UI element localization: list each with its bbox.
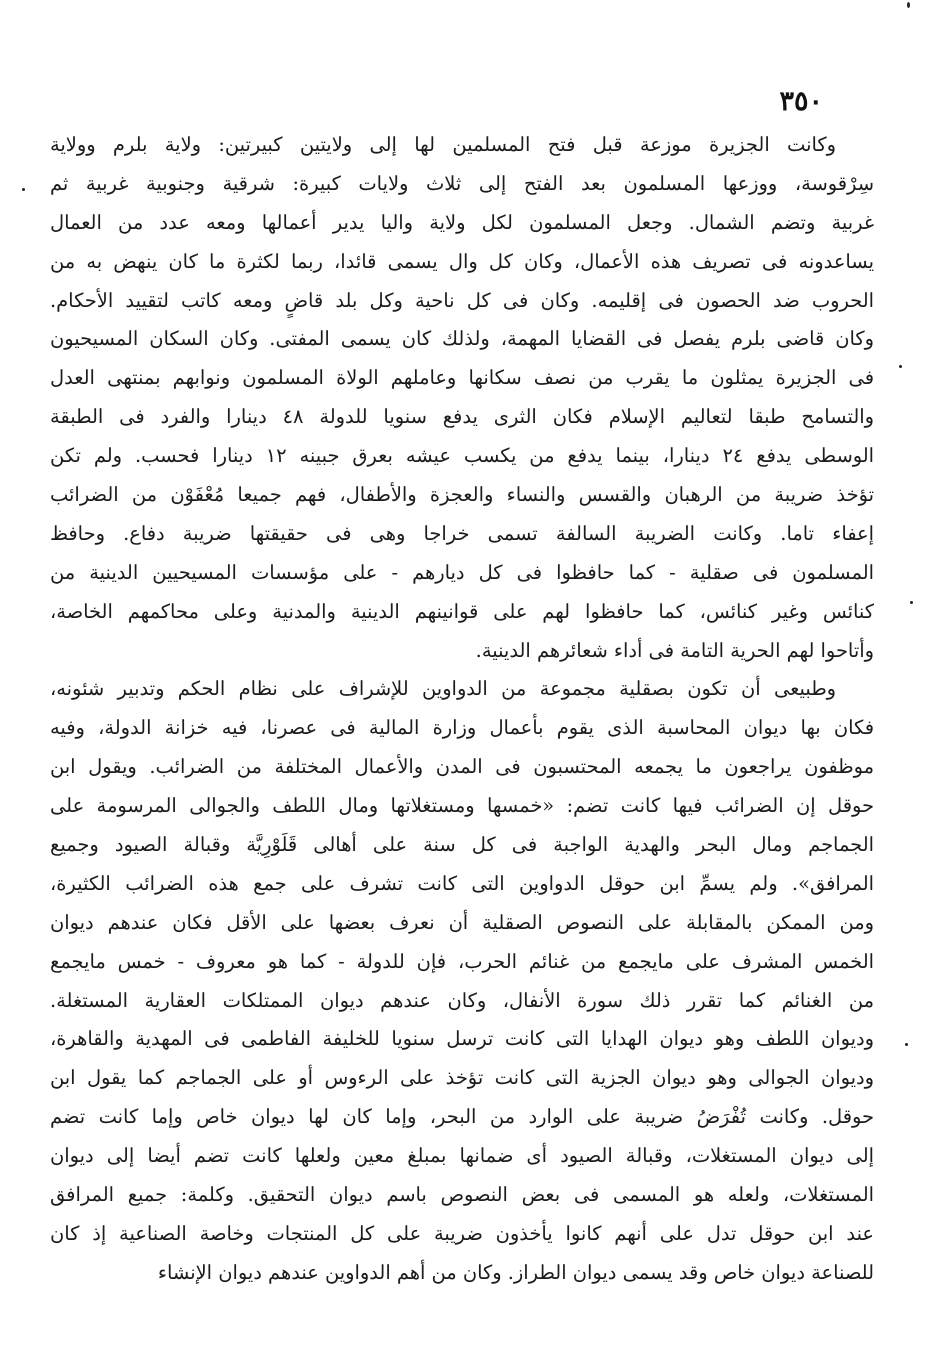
text-line: إلى ديوان المستغلات، وقبالة الصيود أى ضمانها بمبلغ معين ولعلها كانت تضم أيضا إلى ديوان xyxy=(50,1144,874,1168)
text-line: والتسامح طبقا لتعاليم الإسلام فكان الثرى يدفع سنويا للدولة ٤٨ دينارا والفرد فى الطبقة xyxy=(50,405,874,429)
text-line: للصناعة ديوان خاص وقد يسمى ديوان الطراز. وكان من أهم الدواوين عندهم ديوان الإنشاء xyxy=(157,1260,874,1284)
text-line: الخمس المشرف على مايجمع من غنائم الحرب، فإن للدولة - كما هو معروف - خمس مايجمع xyxy=(50,949,874,973)
text-line: تؤخذ ضريبة من الرهبان والقسس والنساء والعجزة والأطفال، فهم جميعا مُعْفَوْن من الضرائب xyxy=(50,483,874,507)
text-line: إعفاء تاما. وكانت الضريبة السالفة تسمى خراجا وهى فى حقيقتها ضريبة دفاع. وحافظ xyxy=(50,521,874,545)
scan-speck xyxy=(905,1043,908,1046)
page-number: ٣٥٠ xyxy=(779,86,823,117)
text-line: وطبيعى أن تكون بصقلية مجموعة من الدواوين للإشراف على نظام الحكم وتدبير شئونه، xyxy=(50,677,836,701)
text-line: المستغلات، ولعله هو المسمى فى بعض النصوص باسم ديوان التحقيق. وكلمة: جميع المرافق xyxy=(50,1183,874,1207)
text-line: وأتاحوا لهم الحرية التامة فى أداء شعائرهم الدينية. xyxy=(475,638,874,662)
text-line: فكان بها ديوان المحاسبة الذى يقوم بأعمال وزارة المالية فى عصرنا، فيه خزانة الدولة، وفيه xyxy=(50,716,874,740)
text-line: فى الجزيرة يمثلون ما يقرب من نصف سكانها وعاملهم الولاة المسلمون ونوابهم بمنتهى العدل xyxy=(50,366,874,390)
text-line: من الغنائم كما تقرر ذلك سورة الأنفال، وكان عندهم ديوان الممتلكات العقارية المستغلة. xyxy=(50,988,874,1012)
scan-speck xyxy=(910,601,913,604)
text-line: الحروب ضد الحصون فى إقليمه. وكان فى كل ناحية وكل بلد قاضٍ ومعه كاتب لتقييد الأحكام. xyxy=(50,288,874,312)
text-line: غربية وتضم الشمال. وجعل المسلمون لكل ولاية واليا يدير أعمالها ومعه عدد من العمال xyxy=(50,210,874,234)
text-line: حوقل إن الضرائب فيها كانت تضم: «خمسها ومستغلاتها ومال اللطف والجوالى المرسومة على xyxy=(50,794,874,818)
text-line: المسلمون فى صقلية - كما حافظوا فى كل ديارهم - على مؤسسات المسيحيين الدينية من xyxy=(50,560,874,584)
text-line: ومن الممكن بالمقابلة على النصوص الصقلية أن نعرف بعضها على الأقل فكان عندهم ديوان xyxy=(50,910,874,934)
text-line: موظفون يراجعون ما يجمعه المحتسبون فى المدن والأعمال المختلفة من الضرائب. ويقول ابن xyxy=(50,755,874,779)
text-line: الجماجم ومال البحر والهدية الواجبة فى كل سنة على أهالى قَلَوْرِيَّة وقبالة الصيود وجميع xyxy=(50,833,874,857)
text-line: وكانت الجزيرة موزعة قبل فتح المسلمين لها إلى ولايتين كبيرتين: ولاية بلرم وولاية xyxy=(50,133,836,156)
text-line: الوسطى يدفع ٢٤ دينارا، بينما يدفع من يكسب عيشه بعرق جبينه ١٢ دينارا فحسب. ولم تكن xyxy=(50,444,874,468)
text-line: حوقل. وكانت تُفْرَضُ ضريبة على الوارد من البحر، وإما كان لها ديوان خاص وإما كانت تضم xyxy=(50,1105,874,1129)
text-line: وديوان الجوالى وهو ديوان الجزية التى كانت تؤخذ على الرءوس أو على الجماجم كما يقول ابن xyxy=(50,1066,874,1090)
text-line: المرافق». ولم يسمِّ ابن حوقل الدواوين التى كانت تشرف على جمع هذه الضرائب الكثيرة، xyxy=(50,871,874,895)
scan-speck xyxy=(907,2,910,8)
text-line: يساعدونه فى تصريف هذه الأعمال، وكان كل وال يسمى قائدا، ربما لكثرة ما كان ينهض به من xyxy=(50,249,874,273)
text-line: عند ابن حوقل تدل على أنهم كانوا يأخذون ضريبة على كل المنتجات وخاصة الصناعية إذ كان xyxy=(50,1221,874,1245)
text-line: وكان قاضى بلرم يفصل فى القضايا المهمة، ولذلك كان يسمى المفتى. وكان السكان المسيحيون xyxy=(50,327,874,351)
text-line: كنائس وغير كنائس، كما حافظوا لهم على قوانينهم الدينية والمدنية وعلى محاكمهم الخاصة، xyxy=(50,599,874,623)
scan-speck xyxy=(899,365,902,368)
text-line: سِرْقوسة، ووزعها المسلمون بعد الفتح إلى ثلاث ولايات كبيرة: شرقية وجنوبية غربية ثم xyxy=(50,171,874,195)
scan-speck xyxy=(22,188,25,191)
body-text xyxy=(50,126,874,1293)
text-line: وديوان اللطف وهو ديوان الهدايا التى كانت ترسل سنويا للخليفة الفاطمى فى المهدية والقاهرة، xyxy=(50,1027,874,1051)
